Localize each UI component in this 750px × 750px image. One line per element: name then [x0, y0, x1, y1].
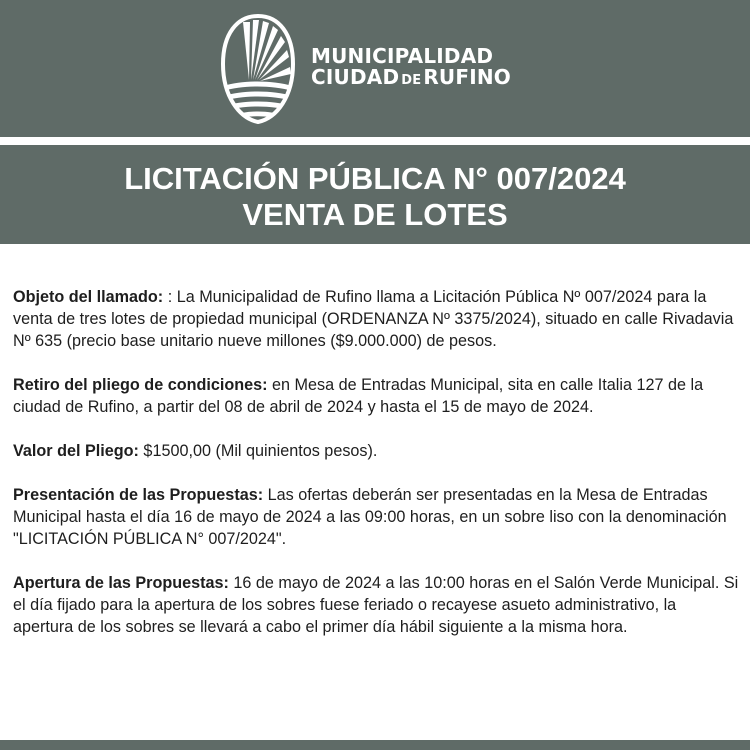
section-label: Objeto del llamado: [13, 288, 164, 306]
section-text: 16 de mayo de 2024 a las 10:00 horas en el Salón Verde Municipal. Si el día fijado para la apertura de los sobres fuese feriado o recayese asueto administrativo, la apertura de los sobres se llevará a cabo el primer día hábil siguiente a la misma hora. [13, 574, 739, 636]
section-presentacion [13, 484, 740, 550]
logo-line2-b: RUFINO [423, 65, 512, 89]
logo-line2-small: DE [401, 73, 422, 88]
section-text: Las ofertas deberán ser presentadas en la Mesa de Entradas Municipal hasta el día 16 de mayo de 2024 a las 09:00 horas, en un sobre liso con la denominación "LICITACIÓN PÚBLICA N° 007/2024". [13, 486, 727, 548]
section-text: : La Municipalidad de Rufino llama a Licitación Pública Nº 007/2024 para la venta de tres lotes de propiedad municipal (ORDENANZA Nº 3375/2024), situado en calle Rivadavia Nº 635 (precio base unitario nueve millones ($9.000.000) de pesos. [13, 288, 734, 350]
page-title-line1: LICITACIÓN PÚBLICA N° 007/2024 [124, 161, 626, 196]
section-retiro [13, 374, 740, 418]
logo-line2-a: CIUDAD [311, 65, 400, 89]
divider [0, 137, 750, 145]
section-objeto [13, 286, 740, 352]
section-text: $1500,00 (Mil quinientos pesos). [138, 442, 378, 460]
notice-body [13, 286, 740, 660]
logo-line1: MUNICIPALIDAD [311, 44, 494, 68]
municipal-shield-sunrise-icon [219, 12, 297, 126]
section-text: en Mesa de Entradas Municipal, sita en calle Italia 127 de la ciudad de Rufino, a partir del 08 de abril de 2024 y hasta el 15 de mayo de 2024. [13, 376, 704, 416]
section-label: Valor del Pliego: [13, 442, 139, 460]
section-label: Presentación de las Propuestas: [13, 486, 264, 504]
header-band [0, 0, 750, 137]
title-band [0, 145, 750, 244]
section-label: Retiro del pliego de condiciones: [13, 376, 268, 394]
logo-line2 [311, 67, 511, 91]
logo-wordmark [311, 46, 511, 91]
section-valor [13, 440, 740, 462]
section-apertura [13, 572, 740, 638]
section-label: Apertura de las Propuestas: [13, 574, 229, 592]
page-title-line2: VENTA DE LOTES [242, 197, 508, 232]
footer-band [0, 740, 750, 750]
